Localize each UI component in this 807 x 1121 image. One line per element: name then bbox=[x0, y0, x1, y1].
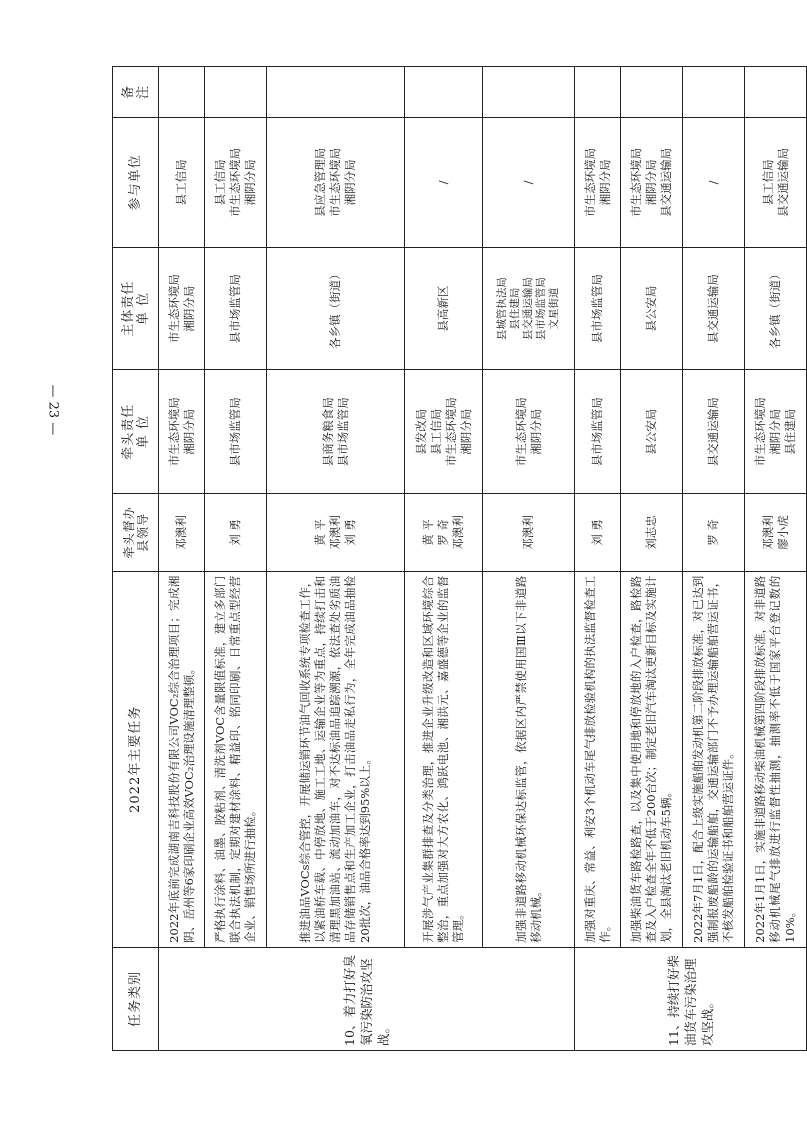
participants-cell: / bbox=[683, 118, 745, 248]
task-cell: 加强对重庆、常益、利安3个机动车尾气排放检验机构的执法监督检查工作。 bbox=[575, 571, 621, 947]
lead-unit-cell: 县交通运输局 bbox=[683, 370, 745, 494]
header-lead-unit: 牵头责任 单 位 bbox=[113, 370, 159, 494]
lead-unit-cell: 县公安局 bbox=[621, 370, 683, 494]
leader-cell: 刘 勇 bbox=[205, 494, 267, 572]
note-cell bbox=[745, 67, 807, 118]
lead-unit-cell: 县商务粮食局 县市场监管局 bbox=[267, 370, 405, 494]
note-cell bbox=[575, 67, 621, 118]
table-row bbox=[483, 67, 575, 1051]
header-leader: 牵头督办 县领导 bbox=[113, 494, 159, 572]
participants-cell: / bbox=[405, 118, 483, 248]
leader-cell: 黄 平 罗 奇 邓澳利 bbox=[405, 494, 483, 572]
task-table bbox=[112, 66, 807, 1051]
category-cell: 11、持续打好柴油货车污染治理攻坚战。 bbox=[575, 947, 807, 1050]
lead-unit-cell: 县发改局 县工信局 市生态环境局 湘阴分局 bbox=[405, 370, 483, 494]
header-main-unit: 主体责任 单 位 bbox=[113, 247, 159, 370]
main-unit-cell: 县公安局 bbox=[621, 247, 683, 370]
table-row bbox=[405, 67, 483, 1051]
header-row bbox=[113, 67, 159, 1051]
table-row bbox=[159, 67, 205, 1051]
participants-cell: 市生态环境局 湘阴分局 县交通运输局 bbox=[621, 118, 683, 248]
main-unit-cell: 各乡镇（街道） bbox=[745, 247, 807, 370]
lead-unit-cell: 县市场监管局 bbox=[575, 370, 621, 494]
note-cell bbox=[405, 67, 483, 118]
main-unit-cell: 县市场监管局 bbox=[205, 247, 267, 370]
main-unit-cell: 市生态环境局 湘阴分局 bbox=[159, 247, 205, 370]
participants-cell: 县工信局 bbox=[159, 118, 205, 248]
note-cell bbox=[483, 67, 575, 118]
task-cell: 开展涉气产业集群排查及分类治理，推进企业升级改造和区域环境综合整治，重点加强对大方农化、鸿跃电池、湘洪元、嘉盛德等企业的监督管理。 bbox=[405, 571, 483, 947]
leader-cell: 刘志忠 bbox=[621, 494, 683, 572]
table-row bbox=[745, 67, 807, 1051]
header-note: 备 注 bbox=[113, 67, 159, 118]
header-category: 任务类别 bbox=[113, 947, 159, 1050]
leader-cell: 刘 勇 bbox=[575, 494, 621, 572]
task-cell: 2022年底前完成湖南吉科技股份有限公司VOC₂综合治理项目；完成湘阴、岳州等6家印刷企业高效VOC₂治理设施清理整顿。 bbox=[159, 571, 205, 947]
table-row bbox=[683, 67, 745, 1051]
participants-cell: 县工信局 市生态环境局 湘阴分局 bbox=[205, 118, 267, 248]
table-row bbox=[267, 67, 405, 1051]
task-cell: 严格执行涂料、油墨、胶粘剂、清洗剂VOC含量限值标准，建立多部门联合执法机制，定期对建材涂料、精益印、铭同印刷、日常重点型经营企业、销售场所进行抽检。 bbox=[205, 571, 267, 947]
table-row bbox=[205, 67, 267, 1051]
lead-unit-cell: 市生态环境局 湘阴分局 bbox=[159, 370, 205, 494]
table-row bbox=[575, 67, 621, 1051]
lead-unit-cell: 市生态环境局 湘阴分局 县住建局 bbox=[745, 370, 807, 494]
page-number: — 23 — bbox=[45, 384, 61, 436]
lead-unit-cell: 市生态环境局 湘阴分局 bbox=[483, 370, 575, 494]
task-cell: 推进油品VOCs综合管控，开展储运销环节油气回收系统专项检查工作，以紧油桥车载、中停放地、施工工地、运输企业等为重点，持续打击和清理黑加油站、流动加油车，对不达标油品追踪溯源，依法查处劣质油品存储销售点和生产加工企业，打击油品走私行为，全年完成油品抽检20批次，油品合格率达到95%以上。 bbox=[267, 571, 405, 947]
leader-cell: 邓澳利 bbox=[159, 494, 205, 572]
task-cell: 2022年7月1日，配合上级实施船舶发动机第二阶段排放标准，对已达到强制报废船龄的运输船舶，交通运输部门不予办理运输船舶营运证书，不核发船舶检验证书和船舶营运证件。 bbox=[683, 571, 745, 947]
leader-cell: 邓澳利 廖小虎 bbox=[745, 494, 807, 572]
participants-cell: 县应急管理局 市生态环境局 湘阴分局 bbox=[267, 118, 405, 248]
lead-unit-cell: 县市场监管局 bbox=[205, 370, 267, 494]
leader-cell: 罗 奇 bbox=[683, 494, 745, 572]
note-cell bbox=[205, 67, 267, 118]
header-task: 2022年主要任务 bbox=[113, 571, 159, 947]
header-participants: 参与单位 bbox=[113, 118, 159, 248]
task-cell: 加强非道路移动机械环保达标监管，依据区内严禁使用国Ⅲ以下非道路移动机械。 bbox=[483, 571, 575, 947]
participants-cell: / bbox=[483, 118, 575, 248]
participants-cell: 市生态环境局 湘阴分局 bbox=[575, 118, 621, 248]
participants-cell: 县工信局 县交通运输局 bbox=[745, 118, 807, 248]
main-unit-cell: 县市场监管局 bbox=[575, 247, 621, 370]
main-unit-cell: 县交通运输局 bbox=[683, 247, 745, 370]
note-cell bbox=[267, 67, 405, 118]
main-unit-cell: 县城管执法局 县住建局 县交通运输局 县市场监管局 文星街道 bbox=[483, 247, 575, 370]
note-cell bbox=[159, 67, 205, 118]
category-cell: 10、着力打好臭氧污染防治攻坚战。 bbox=[159, 947, 575, 1050]
note-cell bbox=[621, 67, 683, 118]
note-cell bbox=[683, 67, 745, 118]
task-cell: 加强柴油货车路检路查，以及集中使用地和停放地的入户检查，路检路查及入户检查全年不低于200台次；制定老旧汽车淘汰更新目标及实施计划，全县淘汰老旧机动车5辆。 bbox=[621, 571, 683, 947]
leader-cell: 黄 平 邓澳利 刘 勇 bbox=[267, 494, 405, 572]
task-cell: 2022年1月1日，实施非道路移动柴油机械第四阶段排放标准，对非道路移动机械尾气排放进行监督性抽测，抽测率不低于国家平台登记数的10%。 bbox=[745, 571, 807, 947]
table-row bbox=[621, 67, 683, 1051]
main-unit-cell: 县高新区 bbox=[405, 247, 483, 370]
leader-cell: 邓澳利 bbox=[483, 494, 575, 572]
main-unit-cell: 各乡镇（街道） bbox=[267, 247, 405, 370]
